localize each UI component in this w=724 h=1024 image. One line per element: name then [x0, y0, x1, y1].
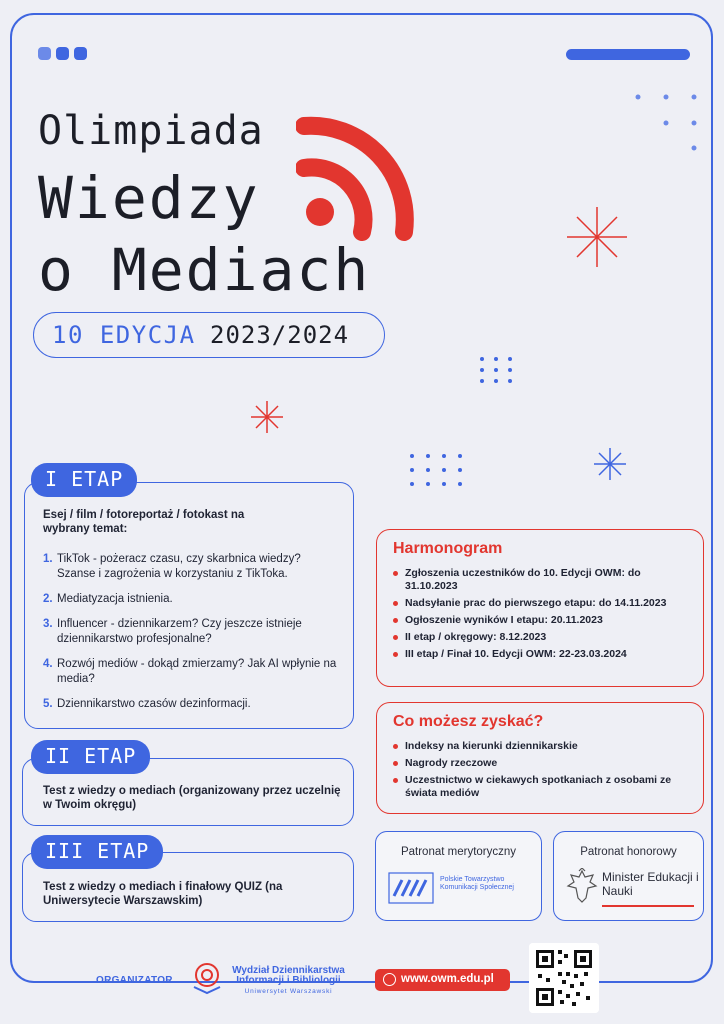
list-item: Uczestnictwo w ciekawych spotkaniach z osobami ze świata mediów	[393, 774, 691, 800]
red-underline	[602, 905, 694, 907]
list-item: Nadsyłanie prac do pierwszego etapu: do 14.11.2023	[393, 597, 691, 610]
patron-honorary-card	[553, 831, 704, 921]
edition-years: 2023/2024	[210, 321, 350, 349]
window-bar	[566, 49, 690, 60]
patron-honorary-name: Minister Edukacji i Nauki	[602, 870, 699, 898]
title-line-2: Wiedzy	[38, 164, 260, 232]
red-star-decoration	[250, 400, 284, 434]
list-item: Ogłoszenie wyników I etapu: 20.11.2023	[393, 614, 691, 627]
schedule-title: Harmonogram	[393, 540, 503, 557]
benefits-title: Co możesz zyskać?	[393, 713, 544, 730]
stage1-label: I ETAP	[31, 463, 137, 497]
list-item: 1. TikTok - pożeracz czasu, czy skarbnica wiedzy? Szanse i zagrożenia w korzystaniu z TikToka.	[43, 553, 301, 580]
list-item: Zgłoszenia uczestników do 10. Edycji OWM: do 31.10.2023	[393, 567, 691, 593]
qr-code-icon[interactable]	[529, 943, 599, 1013]
list-item: 4. Rozwój mediów - dokąd zmierzamy? Jak AI wpłynie na media?	[43, 658, 337, 685]
window-dots	[38, 47, 87, 60]
blue-star-decoration	[593, 447, 627, 481]
schedule-list	[393, 567, 691, 661]
stage2-label: II ETAP	[31, 740, 150, 774]
patron-substantive-label: Patronat merytoryczny	[400, 846, 517, 858]
title-line-3: o Mediach	[38, 236, 371, 304]
globe-icon	[383, 973, 396, 986]
list-item: Indeksy na kierunki dziennikarskie	[393, 740, 691, 753]
faculty-name: Wydział Dziennikarstwa Informacji i Bibliologii Uniwersytet Warszawski	[232, 965, 345, 995]
website-url: www.owm.edu.pl	[401, 973, 494, 985]
list-item: III etap / Finał 10. Edycji OWM: 22-23.03.2024	[393, 648, 691, 661]
list-item: II etap / okręgowy: 8.12.2023	[393, 631, 691, 644]
list-item: 2. Mediatyzacja istnienia.	[43, 593, 173, 605]
patron-substantive-card	[375, 831, 542, 921]
benefits-box	[376, 702, 704, 814]
benefits-list	[393, 740, 691, 800]
stage1-topic-list	[43, 552, 337, 712]
dot-grid-decoration	[632, 90, 702, 154]
red-star-decoration	[565, 205, 629, 269]
edition-label: 10 EDYCJA	[52, 321, 196, 349]
eagle-emblem-icon	[566, 868, 598, 904]
list-item: 5. Dziennikarstwo czasów dezinformacji.	[43, 698, 251, 710]
stage1-box	[24, 482, 354, 729]
stage2-text: Test z wiedzy o mediach (organizowany przez uczelnię w Twoim okręgu)	[43, 785, 341, 811]
stage1-intro: Esej / film / fotoreportaż / fotokast na wybrany temat:	[43, 509, 245, 535]
list-item: 3. Influencer - dziennikarzem? Czy jeszcze istnieje dziennikarstwo profesjonalne?	[43, 618, 302, 645]
edition-badge	[33, 312, 385, 358]
patron-honorary-label: Patronat honorowy	[580, 846, 677, 858]
dot-grid-decoration	[408, 452, 472, 488]
ptks-logo-icon	[388, 872, 434, 904]
title-line-1: Olimpiada	[38, 108, 264, 154]
list-item: Nagrody rzeczowe	[393, 757, 691, 770]
patron-substantive-name: Polskie Towarzystwo Komunikacji Społecznej	[440, 876, 514, 891]
stage3-label: III ETAP	[31, 835, 163, 869]
organizer-label: ORGANIZATOR	[96, 975, 173, 986]
wifi-signal-icon	[296, 110, 426, 250]
dot-grid-decoration	[478, 356, 522, 386]
faculty-logo-icon	[191, 961, 223, 997]
website-link[interactable]	[375, 969, 510, 991]
schedule-box	[376, 529, 704, 687]
stage3-text: Test z wiedzy o mediach i finałowy QUIZ (na Uniwersytecie Warszawskim)	[43, 881, 283, 907]
